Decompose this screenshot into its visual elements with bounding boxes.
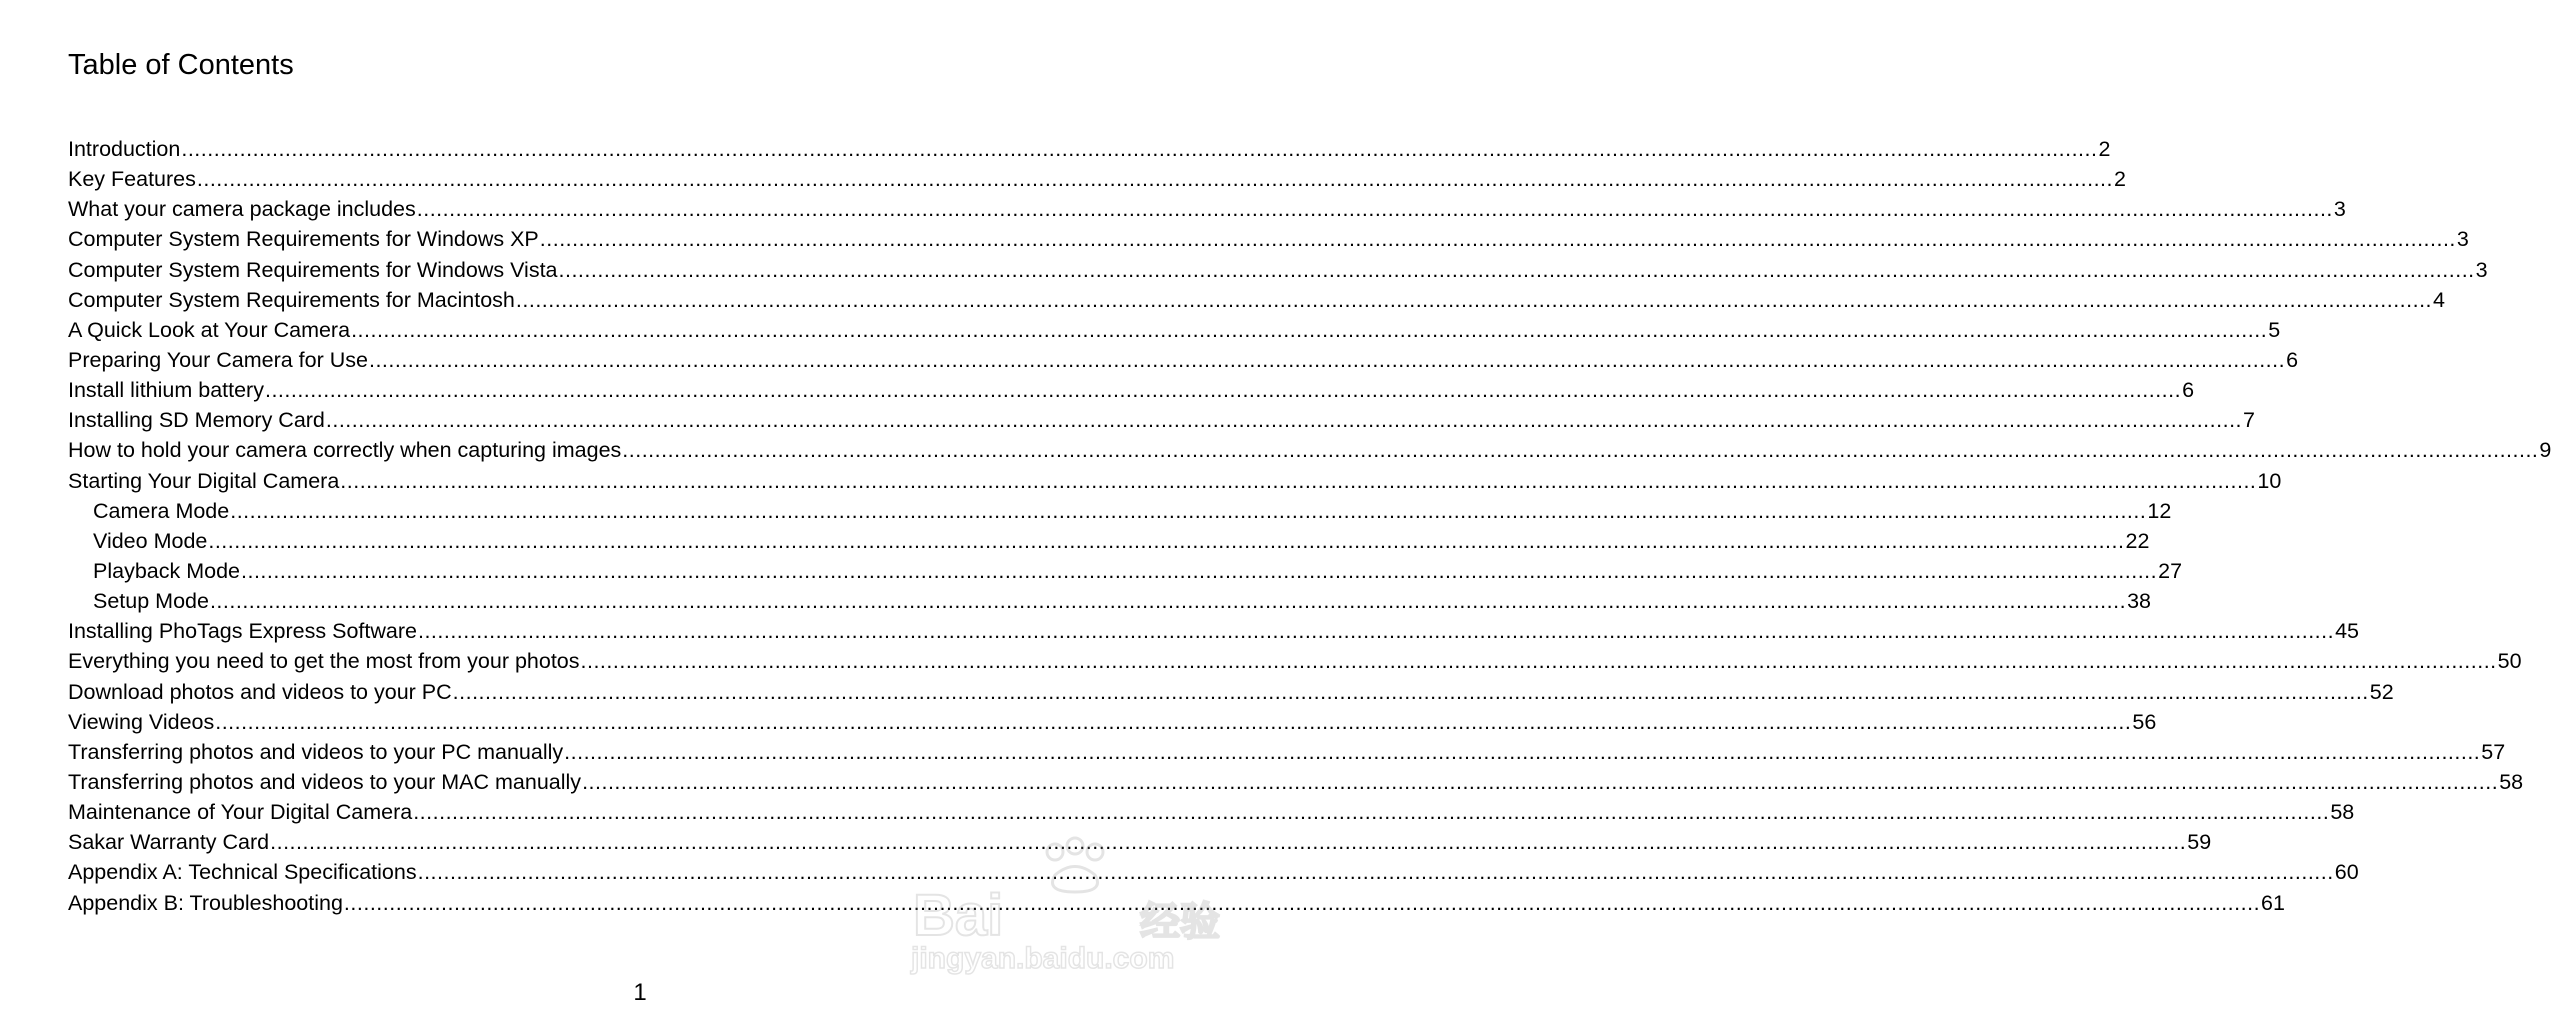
- toc-entry-title: A Quick Look at Your Camera: [68, 317, 351, 342]
- toc-entry: [68, 888, 2285, 918]
- toc-entry-title: Appendix B: Troubleshooting: [68, 890, 343, 915]
- toc-entry: [68, 466, 2282, 496]
- toc-entry-page: 56: [2132, 709, 2157, 734]
- toc-entry-title: Computer System Requirements for Windows XP: [68, 227, 539, 252]
- toc-entry-title: Key Features: [68, 167, 196, 192]
- toc-dot-leader: [241, 556, 2157, 586]
- svg-text:Bai: Bai: [913, 883, 1004, 948]
- toc-entry-page: 50: [2497, 649, 2522, 674]
- toc-entry: [68, 255, 2488, 285]
- page-title: Table of Contents: [68, 49, 294, 81]
- toc-entry: [68, 526, 2150, 556]
- toc-entry-page: 3: [2475, 257, 2488, 282]
- toc-entry: [68, 164, 2126, 194]
- toc-dot-leader: [197, 164, 2113, 194]
- toc-entry-page: 3: [2333, 197, 2346, 222]
- toc-entry: [68, 556, 2183, 586]
- toc-dot-leader: [582, 767, 2498, 797]
- toc-dot-leader: [453, 677, 2369, 707]
- toc-dot-leader: [418, 857, 2334, 887]
- toc-entry-page: 58: [2499, 769, 2524, 794]
- toc-entry-page: 22: [2125, 528, 2150, 553]
- toc-entry-title: Camera Mode: [93, 498, 230, 523]
- toc-dot-leader: [270, 827, 2186, 857]
- toc-dot-leader: [418, 616, 2334, 646]
- toc-dot-leader: [344, 888, 2260, 918]
- toc-entry-page: 12: [2147, 498, 2172, 523]
- toc-dot-leader: [564, 737, 2480, 767]
- toc-dot-leader: [413, 797, 2329, 827]
- toc-entry-title: Introduction: [68, 137, 181, 161]
- toc-entry-title: Maintenance of Your Digital Camera: [68, 800, 413, 825]
- toc-entry-title: Transferring photos and videos to your MAC manually: [68, 769, 582, 794]
- toc-dot-leader: [230, 496, 2146, 526]
- toc-entry: [68, 134, 2111, 164]
- toc-dot-leader: [210, 586, 2126, 616]
- toc-entry-page: 52: [2369, 679, 2394, 704]
- toc-entry-title: Download photos and videos to your PC: [68, 679, 452, 704]
- toc-entry-title: How to hold your camera correctly when capturing images: [68, 438, 622, 463]
- toc-dot-leader: [417, 194, 2333, 224]
- toc-entry: [68, 345, 2299, 375]
- toc-dot-leader: [622, 435, 2538, 465]
- toc-entry-page: 6: [2182, 378, 2195, 403]
- toc-entry-title: Installing SD Memory Card: [68, 408, 325, 433]
- toc-dot-leader: [340, 466, 2256, 496]
- toc-entry-title: Appendix A: Technical Specifications: [68, 860, 417, 885]
- toc-entry-page: 58: [2330, 800, 2355, 825]
- toc-entry-page: 9: [2539, 438, 2551, 463]
- toc-entry: [68, 285, 2445, 315]
- toc-entry: [68, 435, 2551, 465]
- toc-entry-title: Preparing Your Camera for Use: [68, 347, 368, 372]
- toc-entry: [68, 857, 2359, 887]
- toc-entry-page: 2: [2114, 167, 2126, 192]
- toc-entry-page: 6: [2286, 347, 2299, 372]
- toc-dot-leader: [326, 405, 2242, 435]
- toc-dot-leader: [181, 134, 2097, 164]
- toc-entry-page: 60: [2334, 860, 2359, 885]
- toc-entry-page: 61: [2261, 890, 2285, 915]
- table-of-contents: [68, 134, 2551, 918]
- toc-dot-leader: [208, 526, 2124, 556]
- toc-entry-title: Everything you need to get the most from your photos: [68, 649, 580, 674]
- toc-entry: [68, 797, 2355, 827]
- toc-entry-title: Transferring photos and videos to your PC manually: [68, 739, 564, 764]
- toc-entry-page: 4: [2433, 287, 2445, 312]
- toc-entry-title: Sakar Warranty Card: [68, 830, 270, 855]
- toc-entry: [68, 315, 2281, 345]
- toc-entry-page: 38: [2127, 589, 2151, 614]
- toc-entry-title: Video Mode: [93, 528, 208, 553]
- toc-entry-page: 10: [2257, 468, 2282, 493]
- toc-entry: [68, 646, 2522, 676]
- toc-dot-leader: [265, 375, 2181, 405]
- toc-entry-title: What your camera package includes: [68, 197, 416, 222]
- page-number: 1: [633, 979, 647, 1006]
- toc-entry-title: Setup Mode: [93, 589, 209, 614]
- toc-entry: [68, 707, 2157, 737]
- toc-entry: [68, 405, 2255, 435]
- toc-entry-title: Computer System Requirements for Windows Vista: [68, 257, 558, 282]
- toc-dot-leader: [215, 707, 2131, 737]
- toc-entry-title: Computer System Requirements for Macintosh: [68, 287, 515, 312]
- toc-entry: [68, 194, 2346, 224]
- toc-dot-leader: [581, 646, 2497, 676]
- toc-entry: [68, 496, 2172, 526]
- toc-entry: [68, 677, 2394, 707]
- toc-entry-title: Install lithium battery: [68, 378, 264, 403]
- toc-entry: [68, 224, 2469, 254]
- toc-dot-leader: [351, 315, 2267, 345]
- toc-entry: [68, 375, 2195, 405]
- toc-dot-leader: [516, 285, 2432, 315]
- toc-entry-title: Viewing Videos: [68, 709, 215, 734]
- toc-dot-leader: [540, 224, 2456, 254]
- toc-entry-page: 45: [2335, 619, 2360, 644]
- toc-entry: [68, 737, 2506, 767]
- toc-entry: [68, 767, 2524, 797]
- toc-entry: [68, 827, 2212, 857]
- toc-entry-page: 3: [2456, 227, 2469, 252]
- svg-text:经验: 经验: [1140, 900, 1220, 944]
- toc-entry-page: 2: [2098, 137, 2111, 161]
- toc-entry: [68, 586, 2151, 616]
- toc-entry-page: 7: [2243, 408, 2255, 433]
- toc-dot-leader: [369, 345, 2285, 375]
- toc-entry-title: Installing PhoTags Express Software: [68, 619, 417, 644]
- toc-dot-leader: [559, 255, 2475, 285]
- toc-entry-page: 57: [2481, 739, 2506, 764]
- toc-entry-title: Starting Your Digital Camera: [68, 468, 340, 493]
- toc-entry-page: 59: [2187, 830, 2212, 855]
- toc-entry-page: 27: [2158, 558, 2183, 583]
- toc-entry: [68, 616, 2360, 646]
- svg-text:jingyan.baidu.com: jingyan.baidu.com: [911, 942, 1175, 975]
- toc-entry-title: Playback Mode: [93, 558, 240, 583]
- toc-entry-page: 5: [2268, 317, 2281, 342]
